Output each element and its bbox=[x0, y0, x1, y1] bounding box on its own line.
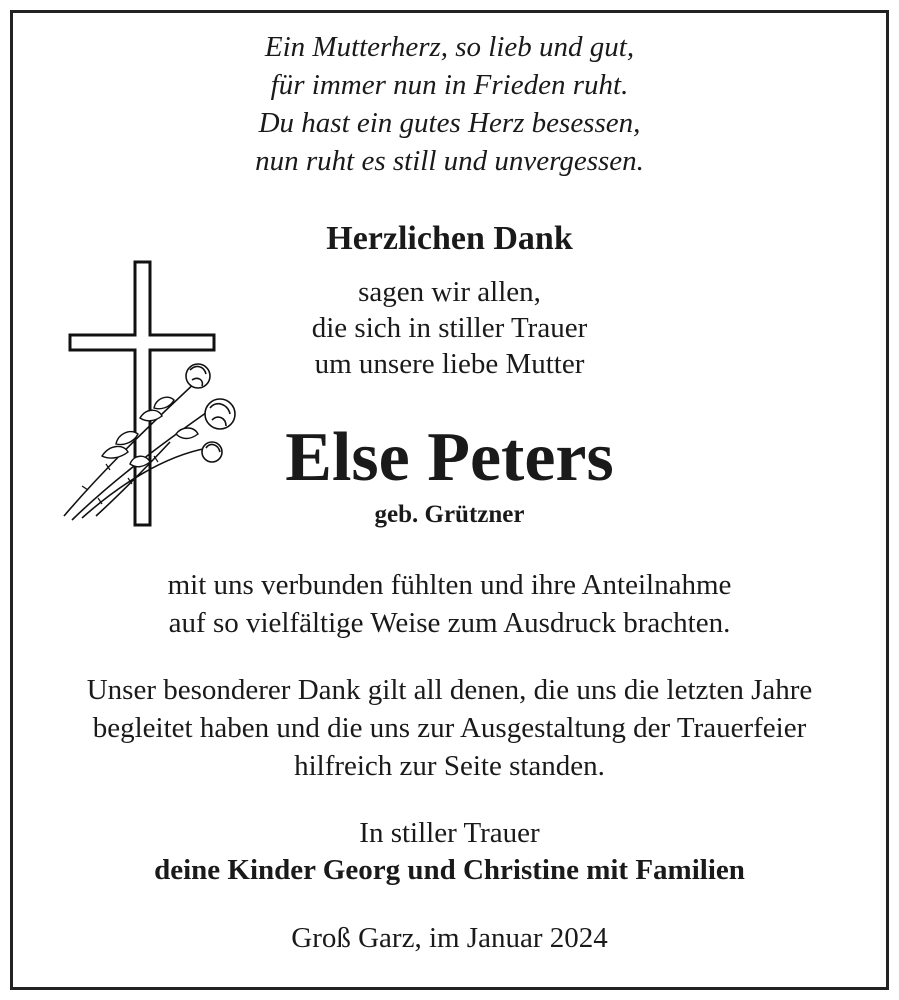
thanks-intro-line-3: um unsere liebe Mutter bbox=[314, 348, 585, 380]
closing-family: deine Kinder Georg und Christine mit Familien bbox=[154, 854, 745, 886]
message-paragraph2-line-1: Unser besonderer Dank gilt all denen, die uns die letzten Jahre bbox=[86, 674, 813, 706]
message-paragraph1-line-2: auf so vielfältige Weise zum Ausdruck brachten. bbox=[168, 607, 731, 639]
closing-place-date: Groß Garz, im Januar 2024 bbox=[291, 922, 608, 954]
deceased-name: Else Peters bbox=[285, 419, 614, 496]
poem-line-2: für immer nun in Frieden ruht. bbox=[270, 69, 629, 101]
closing-mourning: In stiller Trauer bbox=[359, 817, 540, 849]
thanks-intro-line-2: die sich in stiller Trauer bbox=[311, 312, 588, 344]
poem-line-1: Ein Mutterherz, so lieb und gut, bbox=[264, 31, 635, 63]
thanks-intro-line-1: sagen wir allen, bbox=[358, 276, 541, 308]
deceased-birth-name: geb. Grützner bbox=[374, 501, 525, 528]
message-paragraph2-line-2: begleitet haben und die uns zur Ausgestaltung der Trauerfeier bbox=[92, 712, 807, 744]
poem-line-3: Du hast ein gutes Herz besessen, bbox=[258, 107, 641, 139]
thanks-heading: Herzlichen Dank bbox=[326, 220, 573, 257]
poem-line-4: nun ruht es still und unvergessen. bbox=[255, 145, 644, 177]
message-paragraph2-line-3: hilfreich zur Seite standen. bbox=[294, 750, 605, 782]
message-paragraph1-line-1: mit uns verbunden fühlten und ihre Anteilnahme bbox=[167, 569, 732, 601]
